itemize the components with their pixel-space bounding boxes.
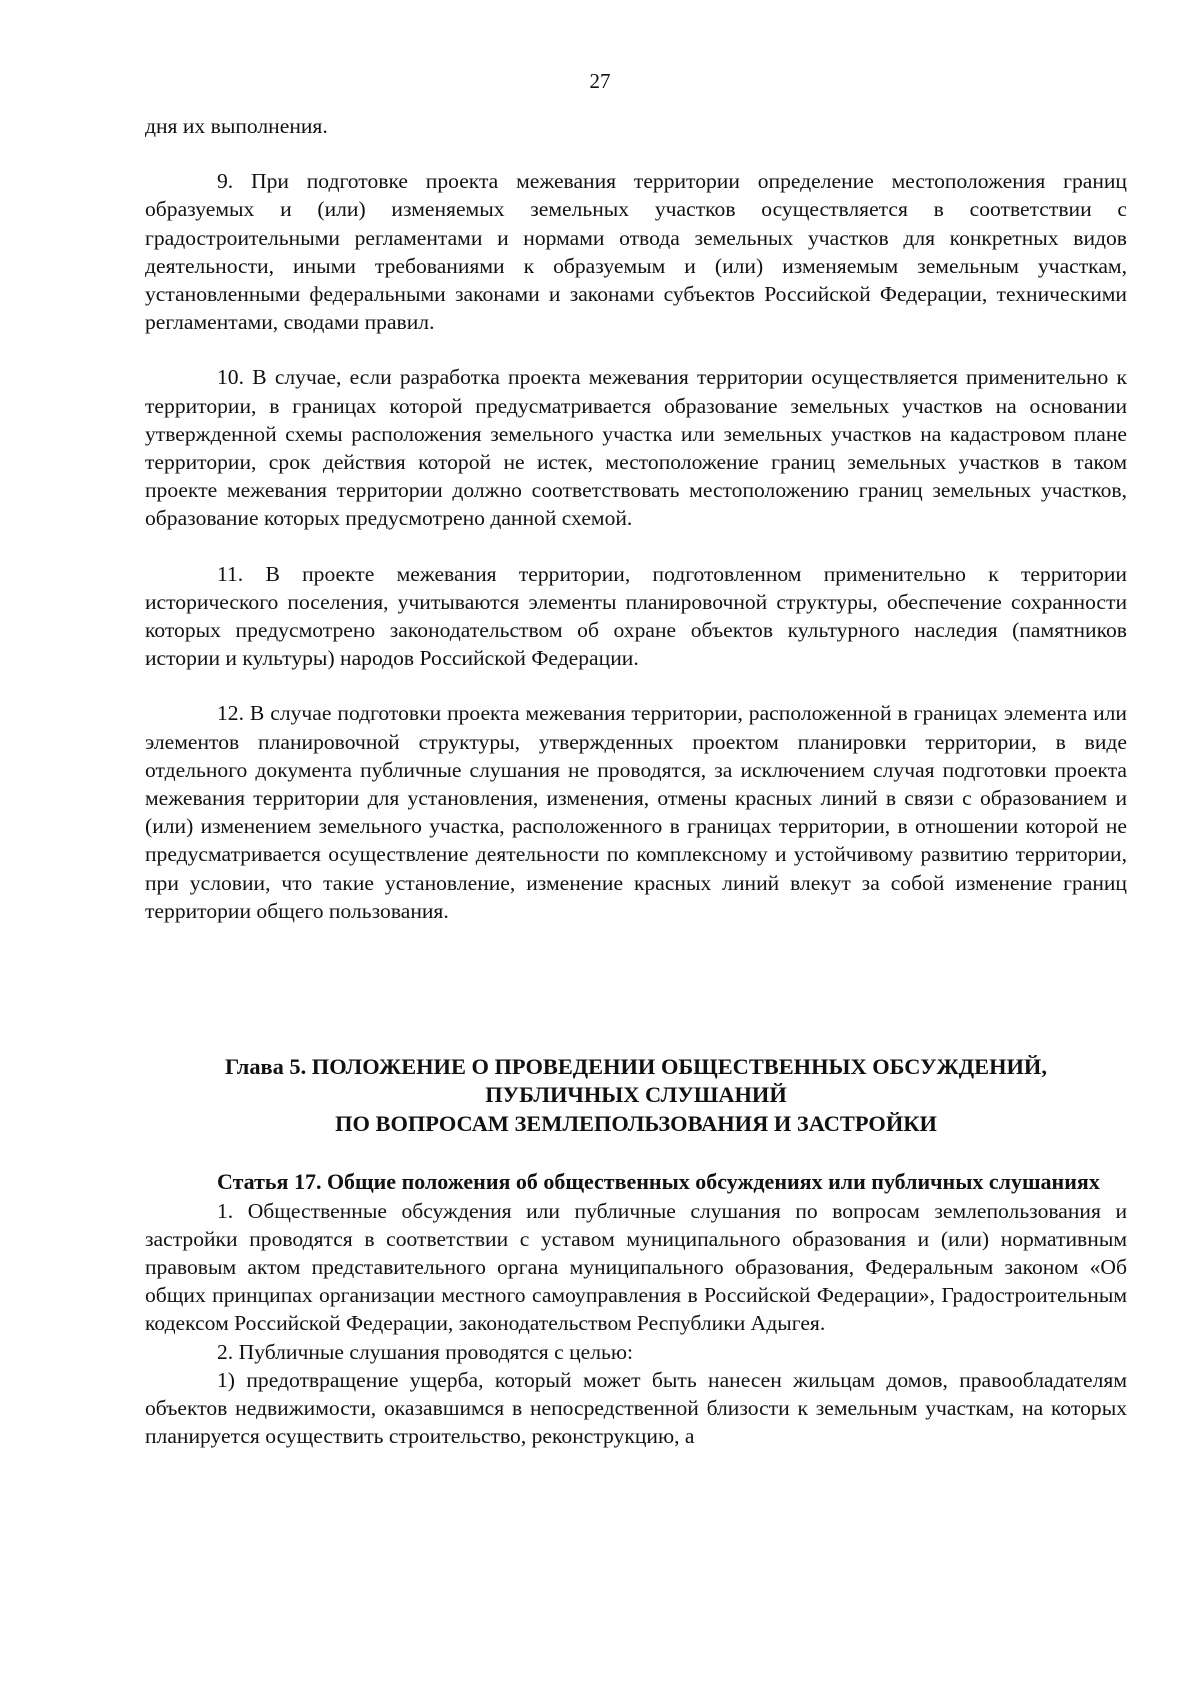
paragraph-9: 9. При подготовке проекта межевания территории определение местоположения границ образуемых и (или) изменяемых земельных участков осуществляется в соответствии с градостроительными регламентами и нормами отвода земельных участков для конкретных видов деятельности, иными требованиями к образуемым и (или) изменяемым земельным участкам, установленными федеральными законами и законами субъектов Российской Федерации, техническими регламентами, сводами правил. xyxy=(145,169,1127,335)
paragraph-11: 11. В проекте межевания территории, подготовленном применительно к территории исторического поселения, учитываются элементы планировочной структуры, обеспечение сохранности которых предусмотрено законодательством об охране объектов культурного наследия (памятников истории и культуры) народов Российской Федерации. xyxy=(145,561,1127,671)
article-clause-2-item-1: 1) предотвращение ущерба, который может быть нанесен жильцам домов, правообладателям объектов недвижимости, оказавшимся в непосредственной близости к земельным участкам, на которых планируется осуществить строительство, реконструкцию, а xyxy=(145,1367,1127,1449)
paragraph-10: 10. В случае, если разработка проекта межевания территории осуществляется применительно к территории, в границах которой предусматривается образование земельных участков на основании утвержденной схемы расположения земельного участка или земельных участков на кадастровом плане территории, срок действия которой не истек, местоположение границ земельных участков в таком проекте межевания территории должно соответствовать местоположению границ земельных участков, образование которых предусмотрено данной схемой. xyxy=(145,365,1127,531)
paragraph-12: 12. В случае подготовки проекта межевания территории, расположенной в границах элемента или элементов планировочной структуры, утвержденных проектом планировки территории, в виде отдельного документа публичные слушания не проводятся, за исключением случая подготовки проекта межевания территории для установления, изменения, отмены красных линий в связи с образованием и (или) изменением земельного участка, расположенного в границах территории, в отношении которой не предусматривается осуществление деятельности по комплексному и устойчивому развитию территории, при условии, что такие установление, изменение красных линий влекут за собой изменение границ территории общего пользования. xyxy=(145,701,1127,923)
chapter-heading-line-1: Глава 5. ПОЛОЖЕНИЕ О ПРОВЕДЕНИИ ОБЩЕСТВЕННЫХ ОБСУЖДЕНИЙ, xyxy=(225,1054,1047,1080)
chapter-heading xyxy=(145,1053,1127,1138)
chapter-heading-line-3: ПО ВОПРОСАМ ЗЕМЛЕПОЛЬЗОВАНИЯ И ЗАСТРОЙКИ xyxy=(335,1110,937,1136)
intro-line: дня их выполнения. xyxy=(145,114,328,138)
chapter-heading-line-2: ПУБЛИЧНЫХ СЛУШАНИЙ xyxy=(485,1082,787,1108)
article-title: Статья 17. Общие положения об общественных обсуждениях или публичных слушаниях xyxy=(217,1169,1100,1195)
page-number: 27 xyxy=(589,69,611,93)
document-body xyxy=(145,112,1127,1450)
article-clause-2: 2. Публичные слушания проводятся с целью: xyxy=(217,1339,633,1364)
article-clause-1: 1. Общественные обсуждения или публичные слушания по вопросам землепользования и застройки проводятся в соответствии с уставом муниципального образования и (или) нормативным правовым актом представительного органа муниципального образования, Федеральным законом «Об общих принципах организации местного самоуправления в Российской Федерации», Градостроительным кодексом Российской Федерации, законодательством Республики Адыгея. xyxy=(145,1198,1127,1336)
